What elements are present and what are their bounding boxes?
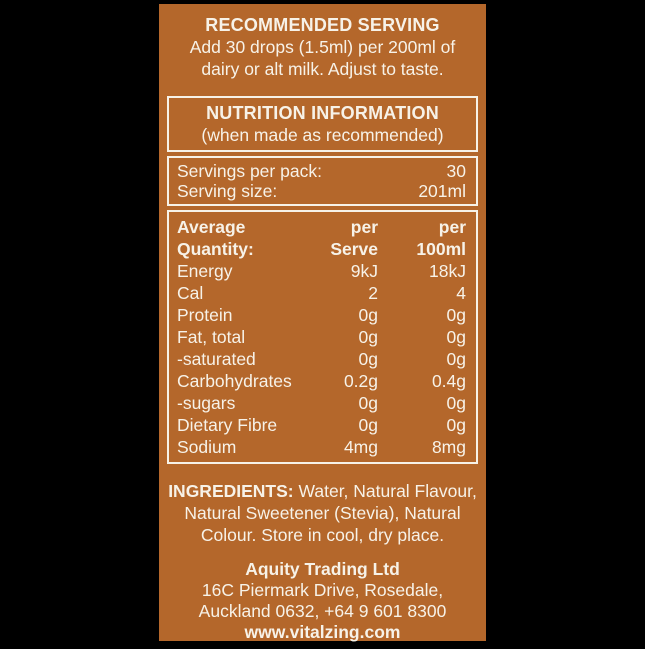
- ingredients-label: INGREDIENTS:: [168, 481, 294, 501]
- nutrition-information-subtitle: (when made as recommended): [201, 125, 444, 145]
- recommended-serving-title: RECOMMENDED SERVING: [205, 15, 440, 35]
- nutrition-table-header: [169, 216, 476, 260]
- recommended-serving-section: [167, 14, 478, 80]
- servings-per-pack-row: [169, 161, 476, 181]
- nutrition-row-saturated: -saturated 0g 0g: [177, 349, 466, 369]
- servings-per-pack-label: Servings per pack:: [177, 161, 322, 181]
- ingredients-paragraph: [167, 480, 478, 546]
- recommended-serving-line2: dairy or alt milk. Adjust to taste.: [201, 59, 444, 79]
- nutrition-row-protein: Protein 0g 0g: [177, 305, 466, 325]
- recommended-serving-line1: Add 30 drops (1.5ml) per 200ml of: [189, 37, 456, 57]
- nutrition-row-cal: Cal 2 4: [177, 283, 466, 303]
- ingredients-text: Water, Natural Flavour, Natural Sweetener (Stevia), Natural Colour. Store in cool, dry place.: [184, 481, 477, 545]
- nutrition-row-energy: Energy 9kJ 18kJ: [177, 261, 466, 281]
- company-block: [167, 559, 478, 643]
- nutrition-information-title: NUTRITION INFORMATION: [206, 103, 439, 123]
- company-address-line2: Auckland 0632, +64 9 601 8300: [198, 601, 447, 621]
- company-website: www.vitalzing.com: [244, 622, 401, 642]
- header-per-serve: per Serve: [330, 217, 378, 259]
- nutrition-table-box: [167, 210, 478, 464]
- serving-size-label: Serving size:: [177, 181, 278, 201]
- header-average-quantity: Average Quantity:: [177, 217, 254, 259]
- nutrition-row-fat-total: Fat, total 0g 0g: [177, 327, 466, 347]
- company-name: Aquity Trading Ltd: [245, 559, 400, 579]
- nutrition-row-carbohydrates: Carbohydrates 0.2g 0.4g: [177, 371, 466, 391]
- nutrition-row-sodium: Sodium 4mg 8mg: [177, 437, 466, 457]
- serving-size-value: 201ml: [418, 181, 466, 201]
- product-nutrition-label: [159, 4, 486, 641]
- company-address-line1: 16C Piermark Drive, Rosedale,: [201, 580, 444, 600]
- nutrition-row-sugars: -sugars 0g 0g: [177, 393, 466, 413]
- header-per-100ml: per 100ml: [416, 217, 466, 259]
- serving-size-row: [169, 181, 476, 201]
- servings-per-pack-value: 30: [446, 161, 466, 181]
- servings-box: [167, 156, 478, 206]
- nutrition-row-dietary-fibre: Dietary Fibre 0g 0g: [177, 415, 466, 435]
- nutrition-information-header-box: [167, 96, 478, 152]
